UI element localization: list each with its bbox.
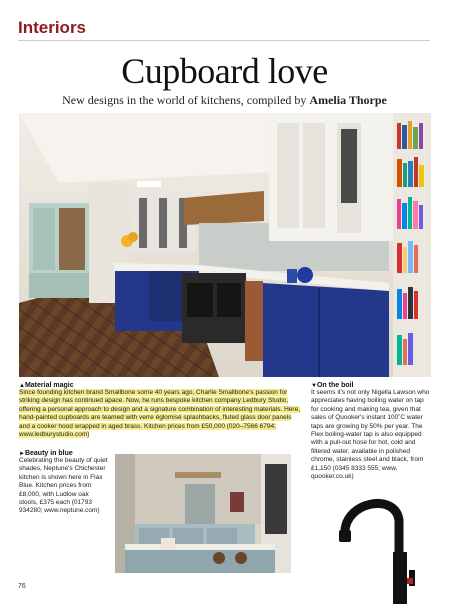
triangle-right-icon: ►: [19, 451, 25, 457]
deck-author: Amelia Thorpe: [309, 93, 387, 107]
caption-beauty-in-blue: [19, 450, 109, 516]
caption-heading-text: On the boil: [316, 382, 354, 389]
caption-heading: [19, 450, 109, 457]
caption-heading-text: Beauty in blue: [24, 450, 73, 457]
caption-body-text: Since founding kitchen brand Smallbone some 40 years ago, Charlie Smallbone's passion for striking design has continued apace. Now, he runs bespoke kitchen company Ledbury Studio, offering a personal approach to design and a signature combination of interesting materials. Here, hand-painted cupboards are teamed with verre églomisé splashbacks, fluted glass door panels and a cooker hood wrapped in aged brass. Kitchen prices from £50,000 (020–7566 6794; www.ledburystudio.com): [19, 389, 300, 439]
caption-heading: [19, 382, 304, 389]
caption-body: It seems it's not only Nigella Lawson who appreciates having boiling water on tap for cooking and making tea, given that sales of Quooker's instant 100˚C water taps are growing by 50% per year. The Flex boiling-water tap is also equipped with a pull-out hose for hot, cold and filtered water, available in polished chrome, stainless steel and black, from £1,150 (0345 8333 555; www. quooker.co.uk): [311, 389, 430, 481]
article-deck: [0, 93, 449, 108]
deck-text: New designs in the world of kitchens, compiled by: [62, 93, 310, 107]
quooker-tap-image: [333, 492, 439, 604]
caption-heading-text: Material magic: [24, 382, 74, 389]
triangle-up-icon: ▲: [19, 383, 25, 389]
article-title: Cupboard love: [121, 51, 328, 91]
section-divider: [18, 40, 430, 41]
section-label: Interiors: [18, 18, 87, 37]
page-number: 76: [18, 583, 26, 590]
triangle-down-icon: ▼: [311, 383, 317, 389]
neptune-kitchen-photo: [115, 454, 291, 573]
caption-on-the-boil: [311, 382, 431, 481]
caption-heading: [311, 382, 431, 389]
caption-material-magic: [19, 382, 304, 439]
caption-body: Celebrating the beauty of quiet shades, Neptune's Chichester kitchen is shown here in Flax Blue. Kitchen prices from £8,000, with Ludlow oak stools, £375 each (01793 934280; www.neptune.com): [19, 457, 108, 515]
hero-kitchen-photo: [19, 113, 431, 377]
caption-body: [19, 389, 304, 439]
